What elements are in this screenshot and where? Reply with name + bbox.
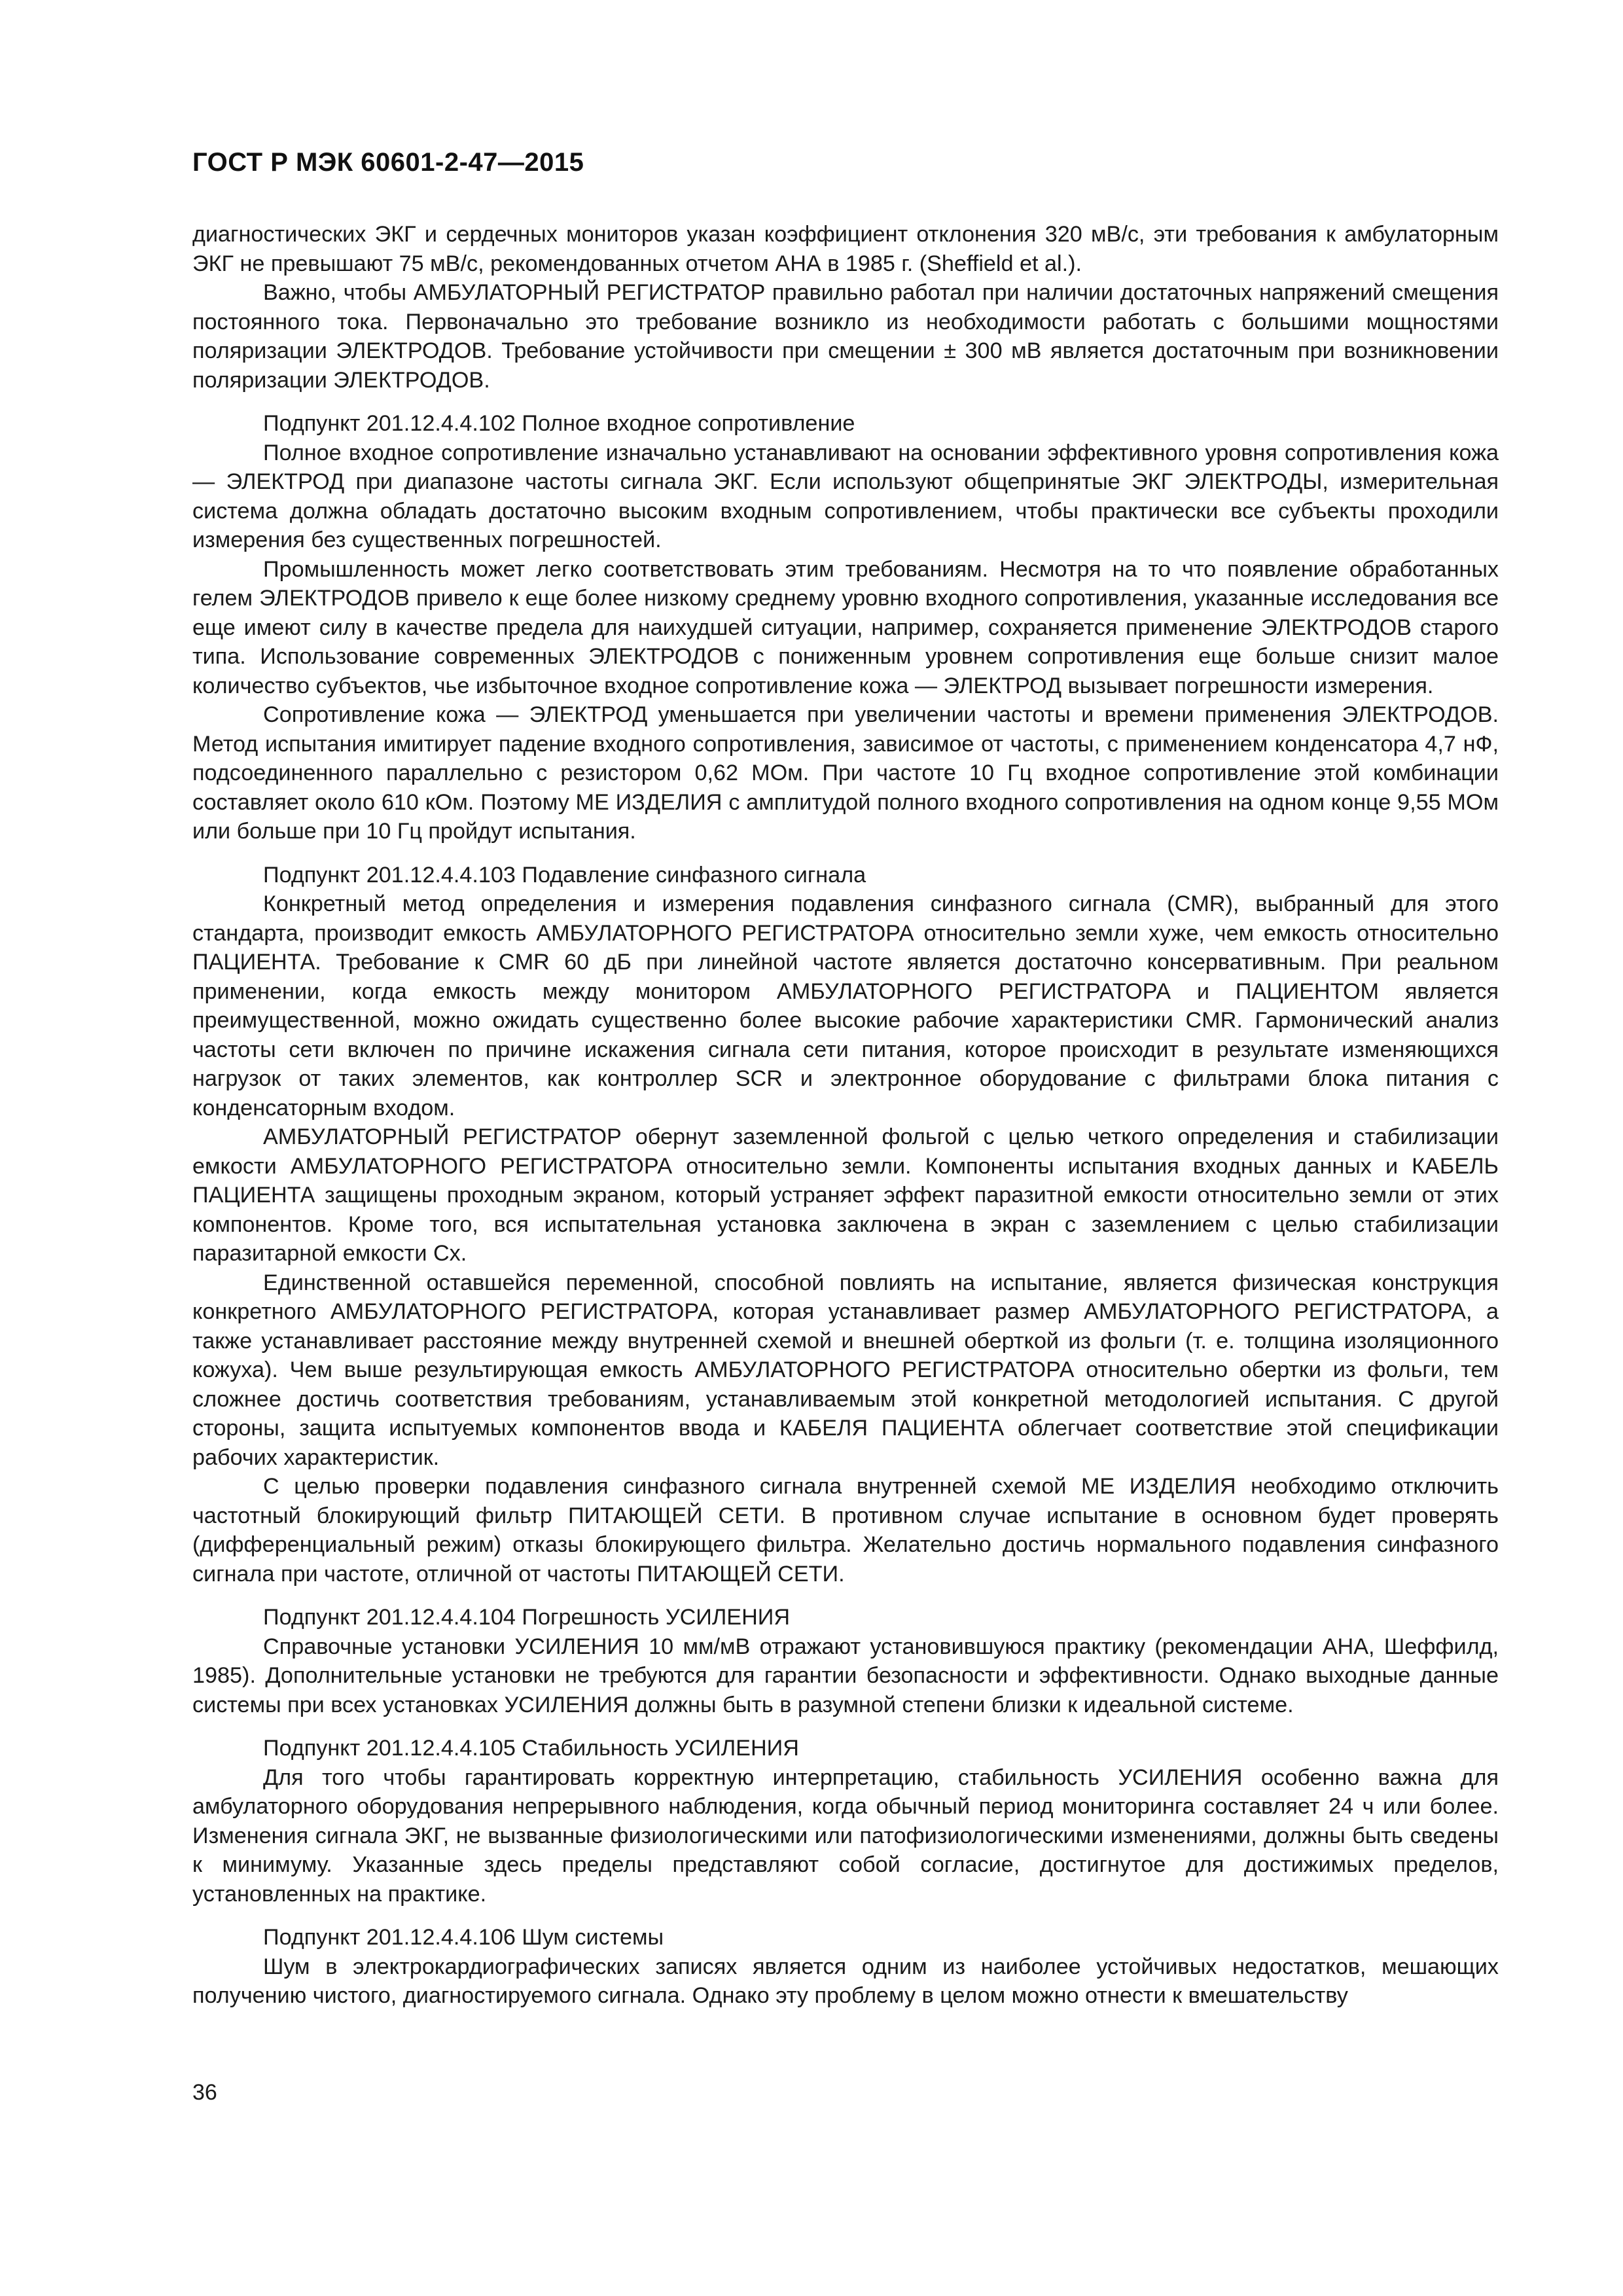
subclause-heading: Подпункт 201.12.4.4.105 Стабильность УСИЛЕНИЯ	[263, 1736, 799, 1761]
body-paragraph: Сопротивление кожа — ЭЛЕКТРОД уменьшается при увеличении частоты и времени применения ЭЛЕКТРОДОВ. Метод испытания имитирует падение входного сопротивления, зависимое от частоты, с применением конденсатора 4,7 нФ, подсоединенного параллельно с резистором 0,62 МОм. При частоте 10 Гц входное сопротивление этой комбинации составляет около 610 кОм. Поэтому МЕ ИЗДЕЛИЯ с амплитудой полного входного сопротивления на одном конце 9,55 МОм или больше при 10 Гц пройдут испытания.	[192, 702, 1499, 844]
body-paragraph: Важно, чтобы АМБУЛАТОРНЫЙ РЕГИСТРАТОР правильно работал при наличии достаточных напряжений смещения постоянного тока. Первоначально это требование возникло из необходимости работать с большими мощностями поляризации ЭЛЕКТРОДОВ. Требование устойчивости при смещении ± 300 мВ является достаточным при возникновении поляризации ЭЛЕКТРОДОВ.	[192, 280, 1499, 393]
body-paragraph: Промышленность может легко соответствовать этим требованиям. Несмотря на то что появление обработанных гелем ЭЛЕКТРОДОВ привело к еще более низкому среднему уровню входного сопротивления, указанные исследования все еще имеют силу в качестве предела для наихудшей ситуации, например, сохраняется применение ЭЛЕКТРОДОВ старого типа. Использование современных ЭЛЕКТРОДОВ с пониженным уровнем сопротивления еще больше снизит малое количество субъектов, чье избыточное входное сопротивление кожа — ЭЛЕКТРОД вызывает погрешности измерения.	[192, 556, 1499, 698]
subclause-heading: Подпункт 201.12.4.4.106 Шум системы	[263, 1925, 664, 1950]
page-header: ГОСТ Р МЭК 60601-2-47—2015	[192, 148, 584, 177]
body-paragraph: АМБУЛАТОРНЫЙ РЕГИСТРАТОР обернут заземленной фольгой с целью четкого определения и стабилизации емкости АМБУЛАТОРНОГО РЕГИСТРАТОРА относительно земли. Компоненты испытания входных данных и КАБЕЛЬ ПАЦИЕНТА защищены проходным экраном, который устраняет эффект паразитной емкости относительно земли от этих компонентов. Кроме того, вся испытательная установка заключена в экран с заземлением с целью стабилизации паразитарной емкости Cx.	[192, 1124, 1499, 1266]
page-number: 36	[192, 2080, 217, 2105]
body-paragraph: Для того чтобы гарантировать корректную интерпретацию, стабильность УСИЛЕНИЯ особенно важна для амбулаторного оборудования непрерывного наблюдения, когда обычный период мониторинга составляет 24 ч или более. Изменения сигнала ЭКГ, не вызванные физиологическими или патофизиологическими изменениями, должны быть сведены к минимуму. Указанные здесь пределы представляют собой согласие, достигнутое для достижимых пределов, установленных на практике.	[192, 1765, 1499, 1907]
body-paragraph: диагностических ЭКГ и сердечных мониторов указан коэффициент отклонения 320 мВ/с, эти требования к амбулаторным ЭКГ не превышают 75 мВ/с, рекомендованных отчетом АНА в 1985 г. (Sheffield et al.).	[192, 222, 1499, 276]
page-body	[192, 220, 1499, 2011]
body-paragraph: Конкретный метод определения и измерения подавления синфазного сигнала (CMR), выбранный для этого стандарта, производит емкость АМБУЛАТОРНОГО РЕГИСТРАТОРА относительно земли хуже, чем емкость относительно ПАЦИЕНТА. Требование к CMR 60 дБ при линейной частоте является достаточно консервативным. При реальном применении, когда емкость между монитором АМБУЛАТОРНОГО РЕГИСТРАТОРА и ПАЦИЕНТОМ является преимущественной, можно ожидать существенно более высокие рабочие характеристики CMR. Гармонический анализ частоты сети включен по причине искажения сигнала сети питания, которое происходит в результате изменяющихся нагрузок от таких элементов, как контроллер SCR и электронное оборудование с фильтрами блока питания с конденсаторным входом.	[192, 891, 1499, 1121]
subclause-heading: Подпункт 201.12.4.4.102 Полное входное сопротивление	[263, 411, 855, 436]
body-paragraph: С целью проверки подавления синфазного сигнала внутренней схемой МЕ ИЗДЕЛИЯ необходимо отключить частотный блокирующий фильтр ПИТАЮЩЕЙ СЕТИ. В противном случае испытание в основном будет проверять (дифференциальный режим) отказы блокирующего фильтра. Желательно достичь нормального подавления синфазного сигнала при частоте, отличной от частоты ПИТАЮЩЕЙ СЕТИ.	[192, 1474, 1499, 1587]
body-paragraph: Единственной оставшейся переменной, способной повлиять на испытание, является физическая конструкция конкретного АМБУЛАТОРНОГО РЕГИСТРАТОРА, которая устанавливает размер АМБУЛАТОРНОГО РЕГИСТРАТОРА, а также устанавливает расстояние между внутренней схемой и внешней оберткой из фольги (т. е. толщина изоляционного кожуха). Чем выше результирующая емкость АМБУЛАТОРНОГО РЕГИСТРАТОРА относительно обертки из фольги, тем сложнее достичь соответствия требованиям, устанавливаемым этой конкретной методологией испытания. С другой стороны, защита испытуемых компонентов ввода и КАБЕЛЯ ПАЦИЕНТА облегчает соответствие этой спецификации рабочих характеристик.	[192, 1270, 1499, 1470]
subclause-heading: Подпункт 201.12.4.4.103 Подавление синфазного сигнала	[263, 862, 866, 888]
subclause-heading: Подпункт 201.12.4.4.104 Погрешность УСИЛЕНИЯ	[263, 1605, 791, 1630]
body-paragraph: Справочные установки УСИЛЕНИЯ 10 мм/мВ отражают установившуюся практику (рекомендации АНА, Шеффилд, 1985). Дополнительные установки не требуются для гарантии безопасности и эффективности. Однако выходные данные системы при всех установках УСИЛЕНИЯ должны быть в разумной степени близки к идеальной системе.	[192, 1634, 1499, 1717]
body-paragraph: Шум в электрокардиографических записях является одним из наиболее устойчивых недостатков, мешающих получению чистого, диагностируемого сигнала. Однако эту проблему в целом можно отнести к вмешательству	[192, 1954, 1499, 2008]
body-paragraph: Полное входное сопротивление изначально устанавливают на основании эффективного уровня сопротивления кожа — ЭЛЕКТРОД при диапазоне частоты сигнала ЭКГ. Если используют общепринятые ЭКГ ЭЛЕКТРОДЫ, измерительная система должна обладать достаточно высоким входным сопротивлением, чтобы практически все субъекты проходили измерения без существенных погрешностей.	[192, 440, 1499, 552]
